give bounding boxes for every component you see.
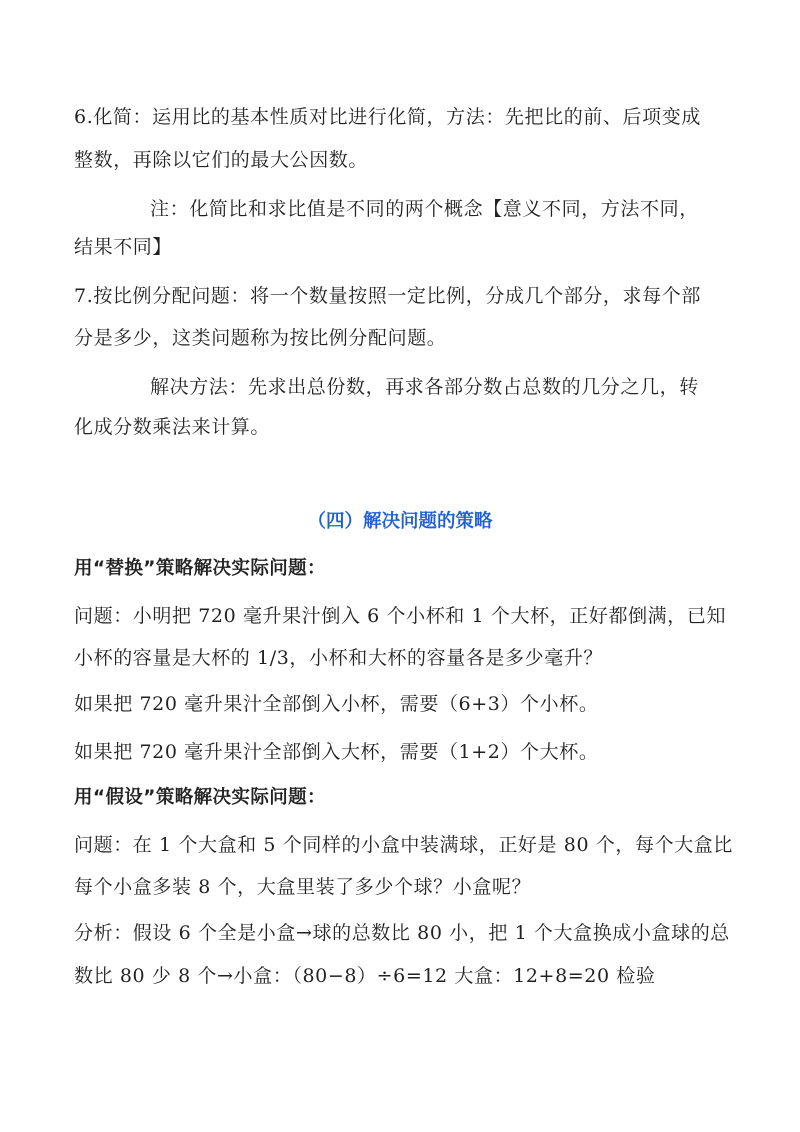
assume-problem-line1: 问题：在 1 个大盒和 5 个同样的小盒中装满球，正好是 80 个，每个大盒比 (74, 834, 733, 856)
replace-strategy-heading: 用“替换”策略解决实际问题： (74, 558, 326, 579)
replace-step2: 如果把 720 毫升果汁全部倒入大杯，需要（1+2）个大杯。 (74, 741, 599, 763)
section7-line2: 分是多少，这类问题称为按比例分配问题。 (74, 327, 447, 349)
replace-problem-line2: 小杯的容量是大杯的 1/3，小杯和大杯的容量各是多少毫升？ (74, 647, 604, 669)
replace-step1: 如果把 720 毫升果汁全部倒入小杯，需要（6+3）个小杯。 (74, 693, 599, 715)
section6-line1: 6.化简：运用比的基本性质对比进行化简，方法：先把比的前、后项变成 (74, 106, 701, 128)
assume-analysis-line2: 数比 80 少 8 个→小盒：（80−8）÷6=12 大盒：12+8=20 检验 (74, 965, 656, 987)
assume-analysis-line1: 分析：假设 6 个全是小盒→球的总数比 80 小，把 1 个大盒换成小盒球的总 (74, 922, 730, 944)
section7-method-line1: 解决方法：先求出总份数，再求各部分数占总数的几分之几，转 (150, 376, 699, 398)
section6-note-line1: 注：化简比和求比值是不同的两个概念【意义不同，方法不同， (150, 198, 699, 220)
section7-line1: 7.按比例分配问题：将一个数量按照一定比例，分成几个部分，求每个部 (74, 285, 701, 307)
section-title: （四）解决问题的策略 (307, 511, 493, 532)
assume-strategy-heading: 用“假设”策略解决实际问题： (74, 787, 326, 808)
replace-problem-line1: 问题：小明把 720 毫升果汁倒入 6 个小杯和 1 个大杯，正好都倒满，已知 (74, 605, 727, 627)
section6-note-line2: 结果不同】 (74, 236, 173, 258)
section6-line2: 整数，再除以它们的最大公因数。 (74, 149, 369, 171)
assume-problem-line2: 每个小盒多装 8 个，大盒里装了多少个球？小盒呢？ (74, 876, 532, 898)
section7-method-line2: 化成分数乘法来计算。 (74, 416, 271, 438)
